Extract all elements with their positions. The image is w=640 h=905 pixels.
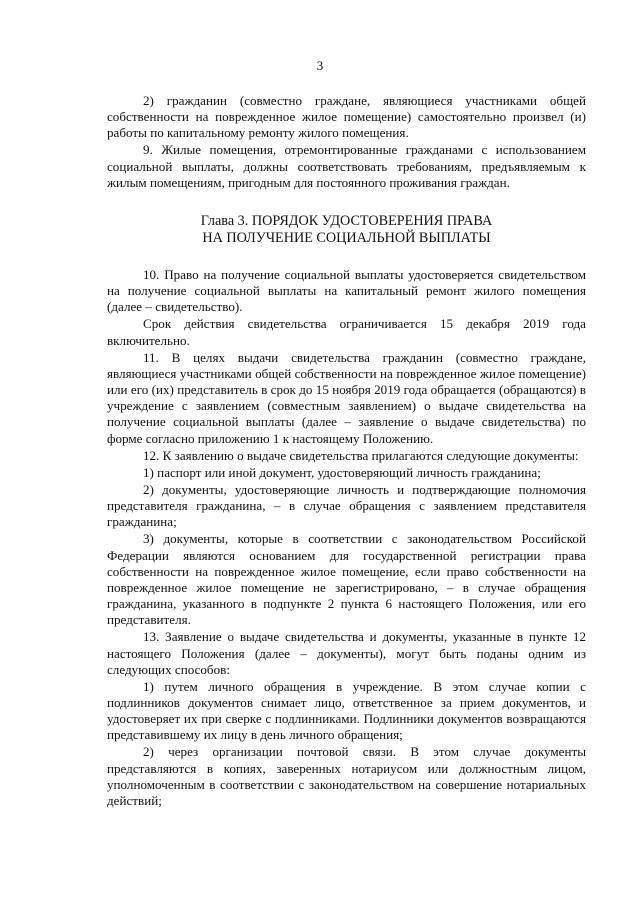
paragraph: 11. В целях выдачи свидетельства гражданин (совместно граждане, являющиеся участниками общей собственности на поврежденное жилое помещение) или его (их) представитель в срок до 15 ноября 2019 года обращается (обращаются) в учреждение с заявлением (совместным заявлением) о выдаче свидетельства на получение социальной выплаты (далее – заявление о выдаче свидетельства) по форме согласно приложению 1 к настоящему Положению.	[107, 349, 586, 446]
chapter-title-line: Глава 3. ПОРЯДОК УДОСТОВЕРЕНИЯ ПРАВА	[200, 212, 493, 229]
paragraph: 2) документы, удостоверяющие личность и подтверждающие полномочия представителя гражданина, – в случае обращения с заявлением представителя гражданина;	[107, 481, 586, 530]
paragraph: 3) документы, которые в соответствии с законодательством Российской Федерации являются основанием для государственной регистрации права собственности на поврежденное жилое помещение, если право собственности на поврежденное жилое помещение не зарегистрировано, – в случае обращения гражданина, указанного в подпункте 2 пункта 6 настоящего Положения, или его представителя.	[107, 531, 586, 628]
paragraph: 2) через организации почтовой связи. В этом случае документы представляются в копиях, заверенных нотариусом или должностным лицом, уполномоченным в соответствии с законодательством на совершение нотариальных действий;	[107, 744, 586, 808]
paragraph: 1) паспорт или иной документ, удостоверяющий личность гражданина;	[143, 464, 541, 480]
chapter-title-line: НА ПОЛУЧЕНИЕ СОЦИАЛЬНОЙ ВЫПЛАТЫ	[202, 229, 491, 246]
paragraph: 2) гражданин (совместно граждане, являющиеся участниками общей собственности на поврежденное жилое помещение) самостоятельно произвел (и) работы по капитальному ремонту жилого помещения.	[107, 93, 586, 141]
paragraph: Срок действия свидетельства ограничивается 15 декабря 2019 года включительно.	[107, 316, 586, 348]
paragraph: 12. К заявлению о выдаче свидетельства прилагаются следующие документы:	[143, 447, 579, 463]
paragraph: 13. Заявление о выдаче свидетельства и документы, указанные в пункте 12 настоящего Положения (далее – документы), могут быть поданы одним из следующих способов:	[107, 629, 586, 677]
page-number: 3	[316, 58, 324, 73]
chapter-heading	[107, 213, 586, 247]
paragraph: 10. Право на получение социальной выплаты удостоверяется свидетельством на получение социальной выплаты на капитальный ремонт жилого помещения (далее – свидетельство).	[107, 266, 586, 315]
paragraph: 1) путем личного обращения в учреждение. В этом случае копии с подлинников документов снимает лицо, ответственное за прием документов, и удостоверяет их при сверке с подлинниками. Подлинники документов возвращаются представившему их лицу в день личного обращения;	[107, 678, 586, 743]
document-body	[107, 93, 586, 810]
paragraph: 9. Жилые помещения, отремонтированные гражданами с использованием социальной выплаты, должны соответствовать требованиям, предъявляемым к жилым помещениям, пригодным для постоянного проживания граждан.	[107, 142, 586, 190]
